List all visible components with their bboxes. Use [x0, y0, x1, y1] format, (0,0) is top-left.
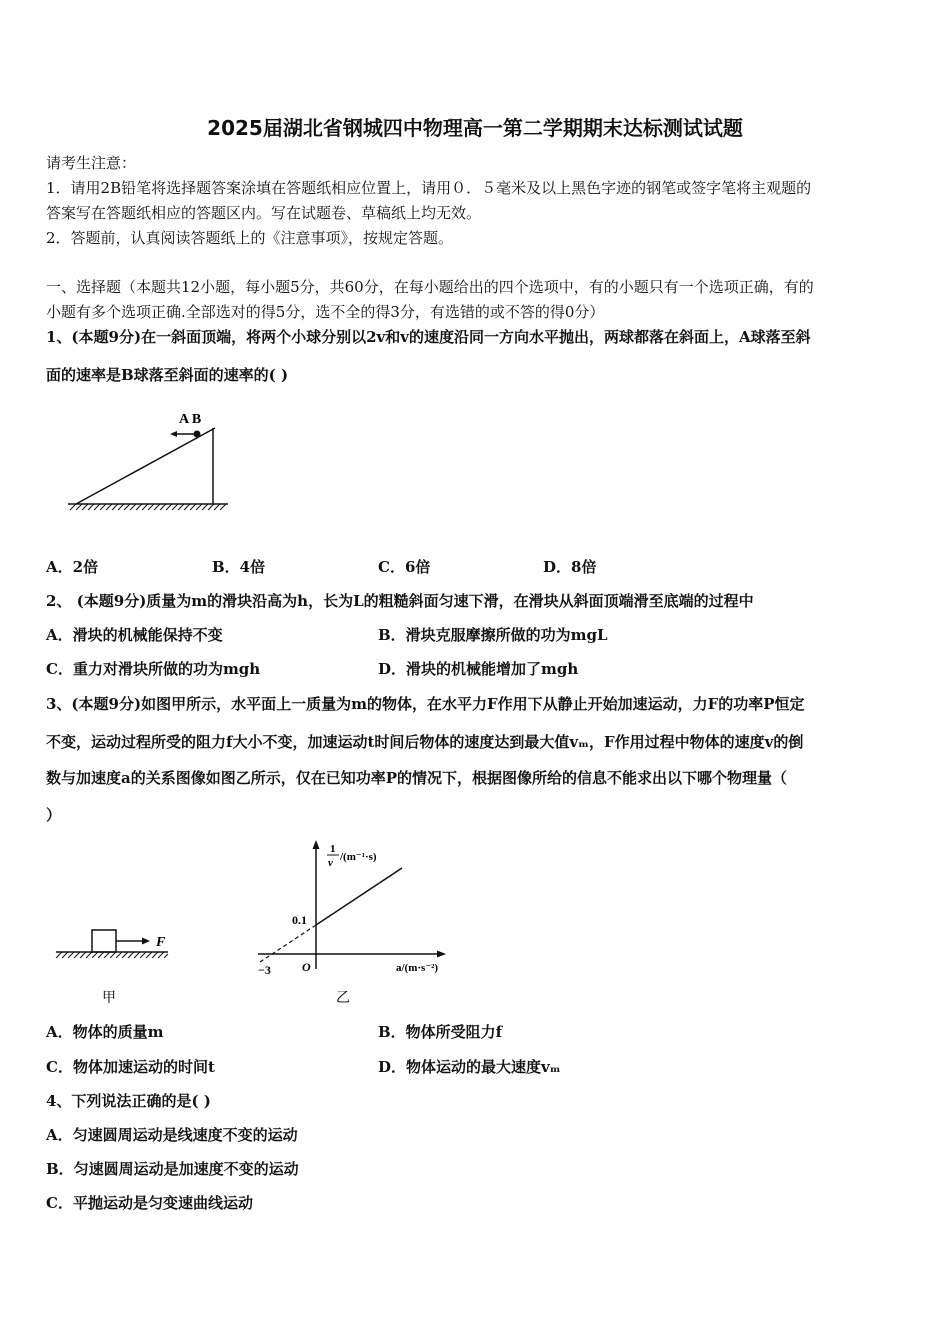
notice-line-2: 2．答题前，认真阅读答题纸上的《注意事项》，按规定答题。	[46, 229, 454, 247]
q3-stem-4: ）	[46, 806, 62, 824]
q2-option-b: B．滑块克服摩擦所做的功为mgL	[378, 626, 608, 644]
q3-stem-1: 3、(本题9分)如图甲所示，水平面上一质量为m的物体，在水平力F作用下从静止开始加速运动，力F的功率P恒定	[46, 695, 805, 713]
q1-stem-1: 1、(本题9分)在一斜面顶端，将两个小球分别以2v和v的速度沿同一方向水平抛出，两球都落在斜面上，A球落至斜	[46, 328, 811, 346]
q3-option-c: C．物体加速运动的时间t	[46, 1058, 215, 1076]
q4-option-a: A．匀速圆周运动是线速度不变的运动	[46, 1126, 298, 1144]
q3-option-d: D．物体运动的最大速度vₘ	[378, 1058, 561, 1076]
q4-option-b: B．匀速圆周运动是加速度不变的运动	[46, 1160, 299, 1178]
q1-option-c: C．6倍	[378, 558, 431, 576]
q2-stem: 2、 (本题9分)质量为m的滑块沿高为h，长为L的粗糙斜面匀速下滑，在滑块从斜面顶端滑至底端的过程中	[46, 592, 754, 610]
q3-option-a: A．物体的质量m	[46, 1023, 164, 1041]
q2-option-c: C．重力对滑块所做的功为mgh	[46, 660, 261, 678]
notice-heading: 请考生注意：	[46, 154, 137, 172]
graph-extrapolation	[260, 925, 316, 962]
figure-yi-graph	[250, 836, 460, 1011]
q1-option-a: A．2倍	[46, 558, 99, 576]
q3-stem-3: 数与加速度a的关系图像如图乙所示，仅在已知功率P的情况下，根据图像所给的信息不能求出以下哪个物理量（	[46, 769, 788, 787]
q1-stem-2: 面的速率是B球落至斜面的速率的( )	[46, 366, 289, 384]
y-intercept-label: 0.1	[292, 913, 307, 927]
ball	[194, 431, 201, 438]
q3-stem-2: 不变，运动过程所受的阻力f大小不变，加速运动t时间后物体的速度达到最大值vₘ，F作用过程中物体的速度v的倒	[46, 733, 804, 751]
y-label-denominator: v	[328, 857, 333, 869]
figure-jia	[50, 920, 180, 1010]
q3-option-b: B．物体所受阻力f	[378, 1023, 503, 1041]
notice-line-1b: 答案写在答题纸相应的答题区内。写在试题卷、草稿纸上均无效。	[46, 204, 482, 222]
origin-label: O	[302, 960, 311, 974]
notice-line-1a: 1．请用2B铅笔将选择题答案涂填在答题纸相应位置上，请用０．５毫米及以上黑色字迹的钢笔或签字笔将主观题的	[46, 179, 812, 197]
q2-option-a: A．滑块的机械能保持不变	[46, 626, 223, 644]
x-intercept-label: −3	[258, 963, 271, 977]
y-axis-unit: /(m⁻¹·s)	[340, 851, 377, 863]
q4-option-c: C．平抛运动是匀变速曲线运动	[46, 1194, 253, 1212]
figure-jia-caption: 甲	[102, 991, 116, 1006]
q1-option-d: D．8倍	[543, 558, 597, 576]
section-heading-2: 小题有多个选项正确.全部选对的得5分，选不全的得3分，有选错的或不答的得0分）	[46, 303, 605, 321]
x-axis-label: a/(m·s⁻²)	[396, 962, 439, 974]
figure-yi-caption: 乙	[336, 991, 350, 1006]
graph-line	[316, 868, 402, 925]
ball-label: A B	[179, 412, 202, 427]
y-label-numerator: 1	[330, 843, 336, 855]
block	[92, 930, 116, 952]
force-label: F	[156, 935, 166, 950]
q2-option-d: D．滑块的机械能增加了mgh	[378, 660, 579, 678]
page-title: 2025届湖北省钢城四中物理高一第二学期期末达标测试试题	[207, 116, 743, 140]
incline-figure	[60, 400, 240, 520]
section-heading-1: 一、选择题（本题共12小题，每小题5分，共60分，在每小题给出的四个选项中，有的小题只有一个选项正确，有的	[46, 278, 814, 296]
q1-option-b: B．4倍	[212, 558, 266, 576]
q4-stem: 4、下列说法正确的是( )	[46, 1092, 211, 1110]
